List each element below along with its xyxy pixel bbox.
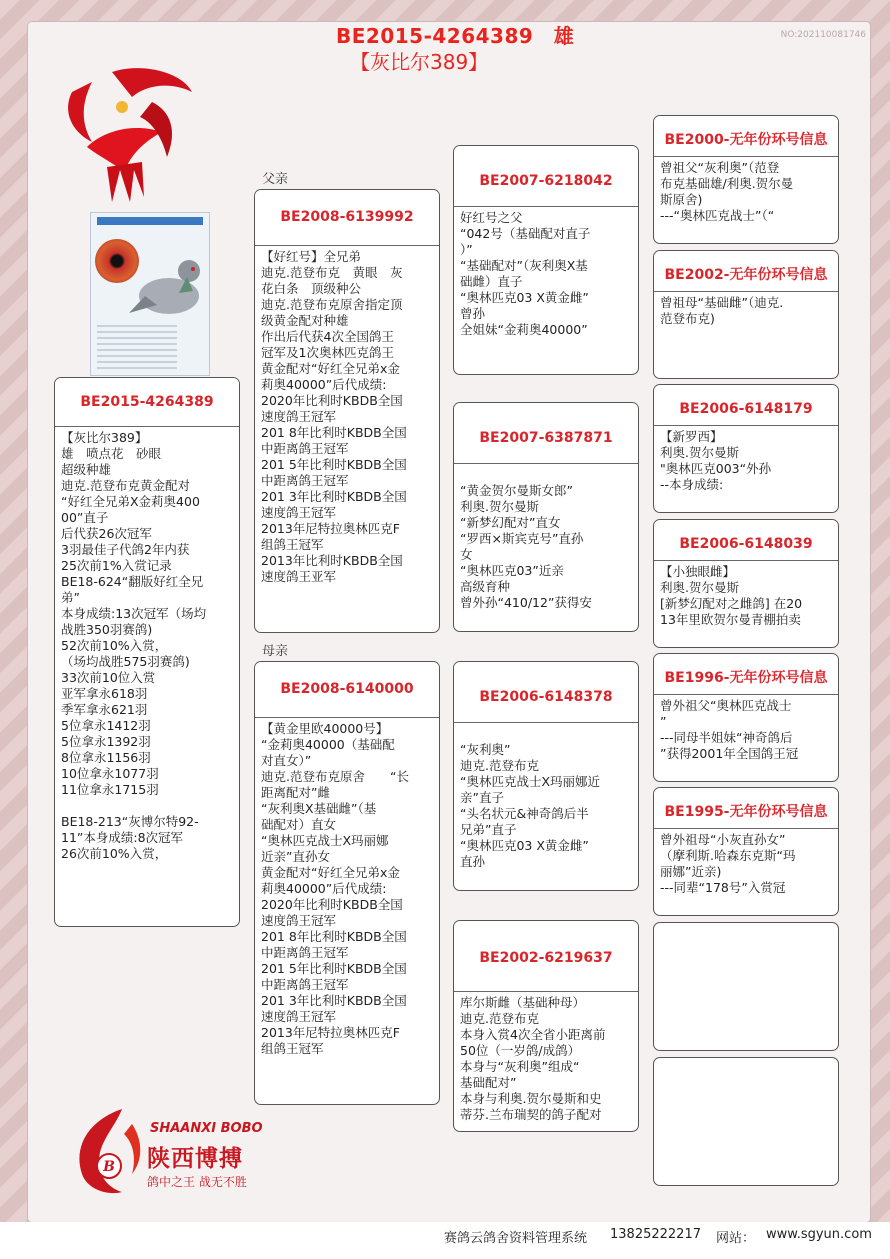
great-grandparent-card-2[interactable]: [653, 250, 839, 379]
footer-bar: [0, 1222, 890, 1259]
great-grandparent-card-1[interactable]: [653, 115, 839, 244]
footer-phone: 13825222217: [610, 1227, 701, 1242]
pigeon-image: [127, 241, 207, 331]
great-grandparent-details-1: 曾祖父“灰利奥”（范登 布克基础雄/利奥.贺尔曼 斯原舍) ---“奥林匹克战士”（“: [660, 160, 794, 223]
great-grandparent-card-3[interactable]: [653, 384, 839, 513]
empty-card-2[interactable]: [653, 1057, 839, 1186]
mother-ring: BE2008-6140000: [255, 662, 439, 718]
footer-website-link[interactable]: www.sgyun.com: [766, 1227, 872, 1242]
great-grandparent-ring-4: BE2006-6148039: [654, 520, 838, 561]
maternal-grandmother-details: 库尔斯雌（基础种母） 迪克.范登布克 本身入赏4次全省小距离前 50位（一岁鸽/成鸽） 本身与“灰利奥”组成“ 基础配对” 本身与利奥.贺尔曼斯和史 蒂芬.兰布瑞契的鸽子配对: [460, 995, 606, 1122]
brand-slogan: 鸽中之王 战无不胜: [147, 1175, 247, 1189]
great-grandparent-ring-5: BE1996-无年份环号信息: [654, 654, 838, 695]
father-details: 【好红号】全兄弟 迪克.范登布克 黄眼 灰 花白条 顶级种公 迪克.范登布克原舍指定顶 级黄金配对种雄 作出后代获4次全国鸽王 冠军及1次奥林匹克鸽王 黄金配对“好红全兄弟x金 莉奥40000”后代成绩: 2020年比利时KBDB全国 速度鸽王冠军 201 8年比利时KBDB全国 中距离鸽王冠军 201 5年比利时KBDB全国 中距离鸽王冠军 201 3年比利时KBDB全国 速度鸽王冠军 2013年尼特拉奥林匹克F 组鸽王冠军 2013年比利时KBDB全国 速度鸽王亚军: [261, 249, 407, 584]
subject-ring: BE2015-4264389: [55, 378, 239, 427]
paternal-grandmother-details: “黄金贺尔曼斯女郎” 利奥.贺尔曼斯 “新梦幻配对”直女 “罗西×斯宾克号”直孙 女 “奥林匹克03”近亲 高级育种 曾外孙“410/12”获得安: [460, 483, 592, 610]
great-grandparent-details-4: 【小独眼雌】 利奥.贺尔曼斯 [新梦幻配对之雌鸽] 在20 13年里欧贺尔曼青棚拍卖: [660, 564, 803, 627]
maternal-grandfather-card[interactable]: [453, 661, 639, 891]
subject-card[interactable]: [54, 377, 240, 927]
father-label: 父亲: [262, 172, 289, 187]
father-card[interactable]: [254, 189, 440, 633]
subject-details: 【灰比尔389】 雄 喷点花 砂眼 超级种雄 迪克.范登布克黄金配对 “好红全兄弟X金莉奥400 00”直子 后代获26次冠军 3羽最佳子代鸽2年内获 25次前1%入赏记录 BE18-624“翻版好红全兄 弟” 本身成绩:13次冠军（场均 战胜350羽赛鸽) 52次前10%入赏， （场均战胜575羽赛鸽) 33次前10位入赏 亚军拿永618羽 季军拿永621羽 5位拿永1412羽 5位拿永1392羽 8位拿永1156羽 10位拿永1077羽 11位拿永1715羽 BE18-213“灰博尔特92- 11”本身成绩:8次冠军 26次前10%入赏，: [61, 430, 207, 861]
maternal-grandmother-card[interactable]: [453, 920, 639, 1132]
great-grandparent-ring-2: BE2002-无年份环号信息: [654, 251, 838, 292]
photo-caption-lines: [97, 325, 177, 369]
great-grandparent-card-6[interactable]: [653, 787, 839, 916]
phoenix-logo: [52, 62, 202, 212]
great-grandparent-details-3: 【新罗西】 利奥.贺尔曼斯 "奥林匹克003“外孙 --本身成绩:: [660, 429, 772, 492]
maternal-grandfather-ring: BE2006-6148378: [454, 662, 638, 723]
brand-name-en: SHAANXI BOBO: [150, 1121, 263, 1136]
paternal-grandfather-ring: BE2007-6218042: [454, 146, 638, 207]
title-ring: BE2015-4264389 雄: [336, 24, 575, 48]
paternal-grandfather-card[interactable]: [453, 145, 639, 375]
logo-badge-letter: B: [103, 1159, 115, 1175]
great-grandparent-ring-1: BE2000-无年份环号信息: [654, 116, 838, 157]
document-number: NO:202110081746: [780, 30, 866, 40]
empty-card-1[interactable]: [653, 922, 839, 1051]
photo-header-strip: [97, 217, 203, 225]
footer-site-label: 网站：: [716, 1231, 756, 1246]
great-grandparent-card-4[interactable]: [653, 519, 839, 648]
mother-label: 母亲: [262, 644, 289, 659]
footer-system-name: 赛鸽云鸽舍资料管理系统: [444, 1231, 588, 1246]
title-name: 【灰比尔389】: [350, 50, 489, 74]
paternal-grandmother-card[interactable]: [453, 402, 639, 632]
great-grandparent-ring-6: BE1995-无年份环号信息: [654, 788, 838, 829]
mother-card[interactable]: [254, 661, 440, 1105]
paternal-grandfather-details: 好红号之父 “042号（基础配对直子 ）” “基础配对”（灰利奥X基 础雌）直子 “奥林匹克03 X黄金雌” 曾孙 全姐妹“金莉奥40000”: [460, 210, 591, 337]
great-grandparent-details-6: 曾外祖母“小灰直孙女” （摩利斯.哈森东克斯“玛 丽娜”近亲) ---同辈“178号”入赏冠: [660, 832, 796, 895]
shaanxi-bobo-logo: [62, 1104, 150, 1199]
great-grandparent-details-2: 曾祖母“基础雌”（迪克. 范登布克): [660, 295, 784, 326]
great-grandparent-ring-3: BE2006-6148179: [654, 385, 838, 426]
maternal-grandmother-ring: BE2002-6219637: [454, 921, 638, 992]
pigeon-photo: [90, 212, 210, 376]
maternal-grandfather-details: “灰利奥” 迪克.范登布克 “奥林匹克战士X玛丽娜近 亲”直子 “头名状元&神奇鸽后半 兄弟”直子 “奥林匹克03 X黄金雌” 直孙: [460, 742, 601, 869]
brand-name-cn: 陕西博搏: [147, 1146, 243, 1172]
great-grandparent-details-5: 曾外祖父“奥林匹克战士 ” ---同母半姐妹“神奇鸽后 ”获得2001年全国鸽王冠: [660, 698, 799, 761]
father-ring: BE2008-6139992: [255, 190, 439, 246]
mother-details: 【黄金里欧40000号】 “金莉奥40000（基础配 对直女）” 迪克.范登布克原舍 “长 距离配对”雌 “灰利奥X基础雌”（基 础配对）直女 “奥林匹克战士X玛丽娜 近亲”直孙女 黄金配对“好红全兄弟x金 莉奥40000”后代成绩: 2020年比利时KBDB全国 速度鸽王冠军 201 8年比利时KBDB全国 中距离鸽王冠军 201 5年比利时KBDB全国 中距离鸽王冠军 201 3年比利时KBDB全国 速度鸽王冠军 2013年尼特拉奥林匹克F 组鸽王冠军: [261, 721, 409, 1056]
paternal-grandmother-ring: BE2007-6387871: [454, 403, 638, 464]
great-grandparent-card-5[interactable]: [653, 653, 839, 782]
